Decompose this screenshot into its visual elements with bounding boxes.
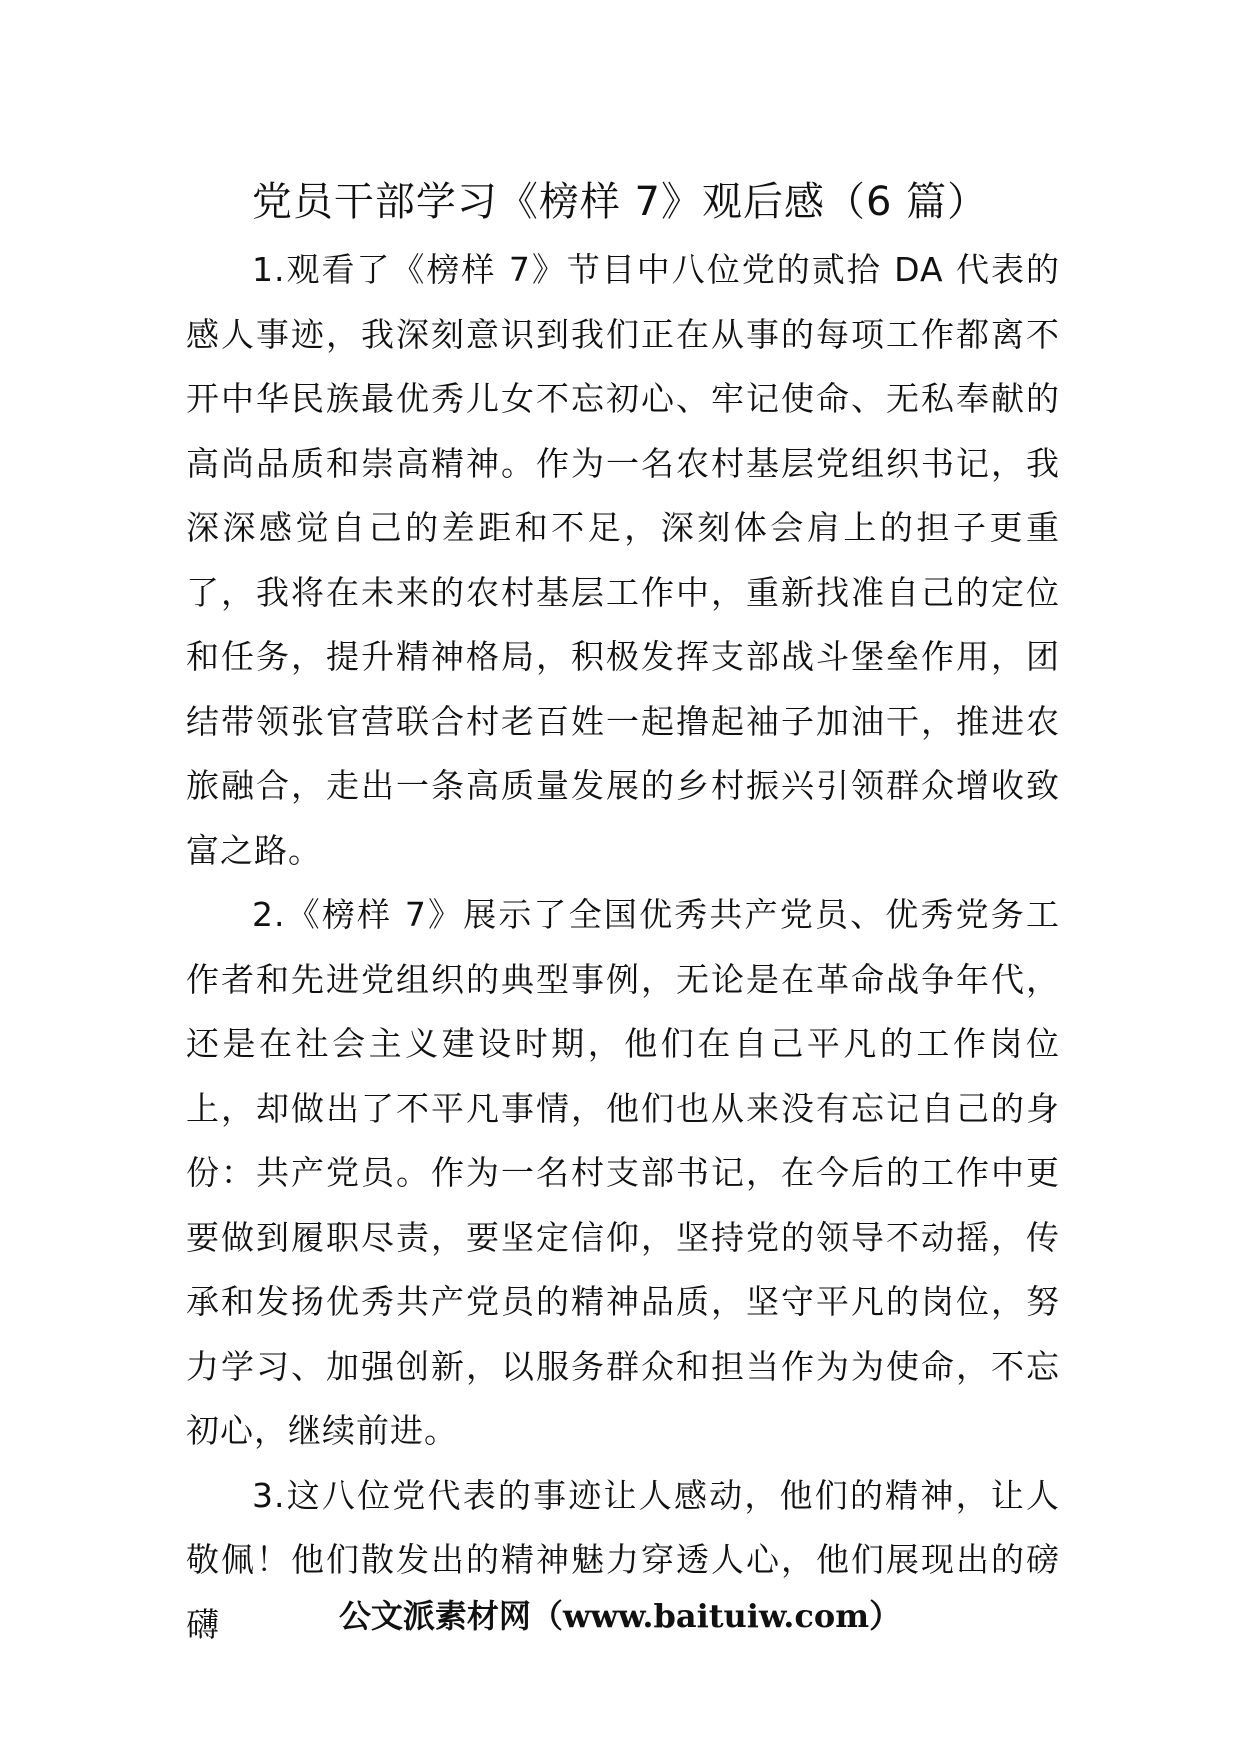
paragraph-3: 3.这八位党代表的事迹让人感动，他们的精神，让人敬佩！他们散发出的精神魅力穿透人心，他们展现出的磅礴: [186, 1475, 1060, 1644]
paragraph-1: 1.观看了《榜样 7》节目中八位党的贰拾 DA 代表的感人事迹，我深刻意识到我们正在从事的每项工作都离不开中华民族最优秀儿女不忘初心、牢记使命、无私奉献的高尚品质和崇高精神。作为一名农村基层党组织书记，我深深感觉自己的差距和不足，深刻体会肩上的担子更重了，我将在未来的农村基层工作中，重新找准自己的定位和任务，提升精神格局，积极发挥支部战斗堡垒作用，团结带领张官营联合村老百姓一起撸起袖子加油干，推进农旅融合，走出一条高质量发展的乡村振兴引领群众增收致富之路。: [186, 250, 1060, 870]
footer-watermark: 公文派素材网（www.baituiw.com）: [338, 1597, 902, 1635]
document-title: 党员干部学习《榜样 7》观后感（6 篇）: [251, 179, 989, 225]
document-body: [186, 238, 1060, 1657]
paragraph-2: 2.《榜样 7》展示了全国优秀共产党员、优秀党务工作者和先进党组织的典型事例，无论是在革命战争年代，还是在社会主义建设时期，他们在自己平凡的工作岗位上，却做出了不平凡事情，他们也从来没有忘记自己的身份：共产党员。作为一名村支部书记，在今后的工作中更要做到履职尽责，要坚定信仰，坚持党的领导不动摇，传承和发扬优秀共产党员的精神品质，坚守平凡的岗位，努力学习、加强创新，以服务群众和担当作为为使命，不忘初心，继续前进。: [186, 895, 1060, 1450]
